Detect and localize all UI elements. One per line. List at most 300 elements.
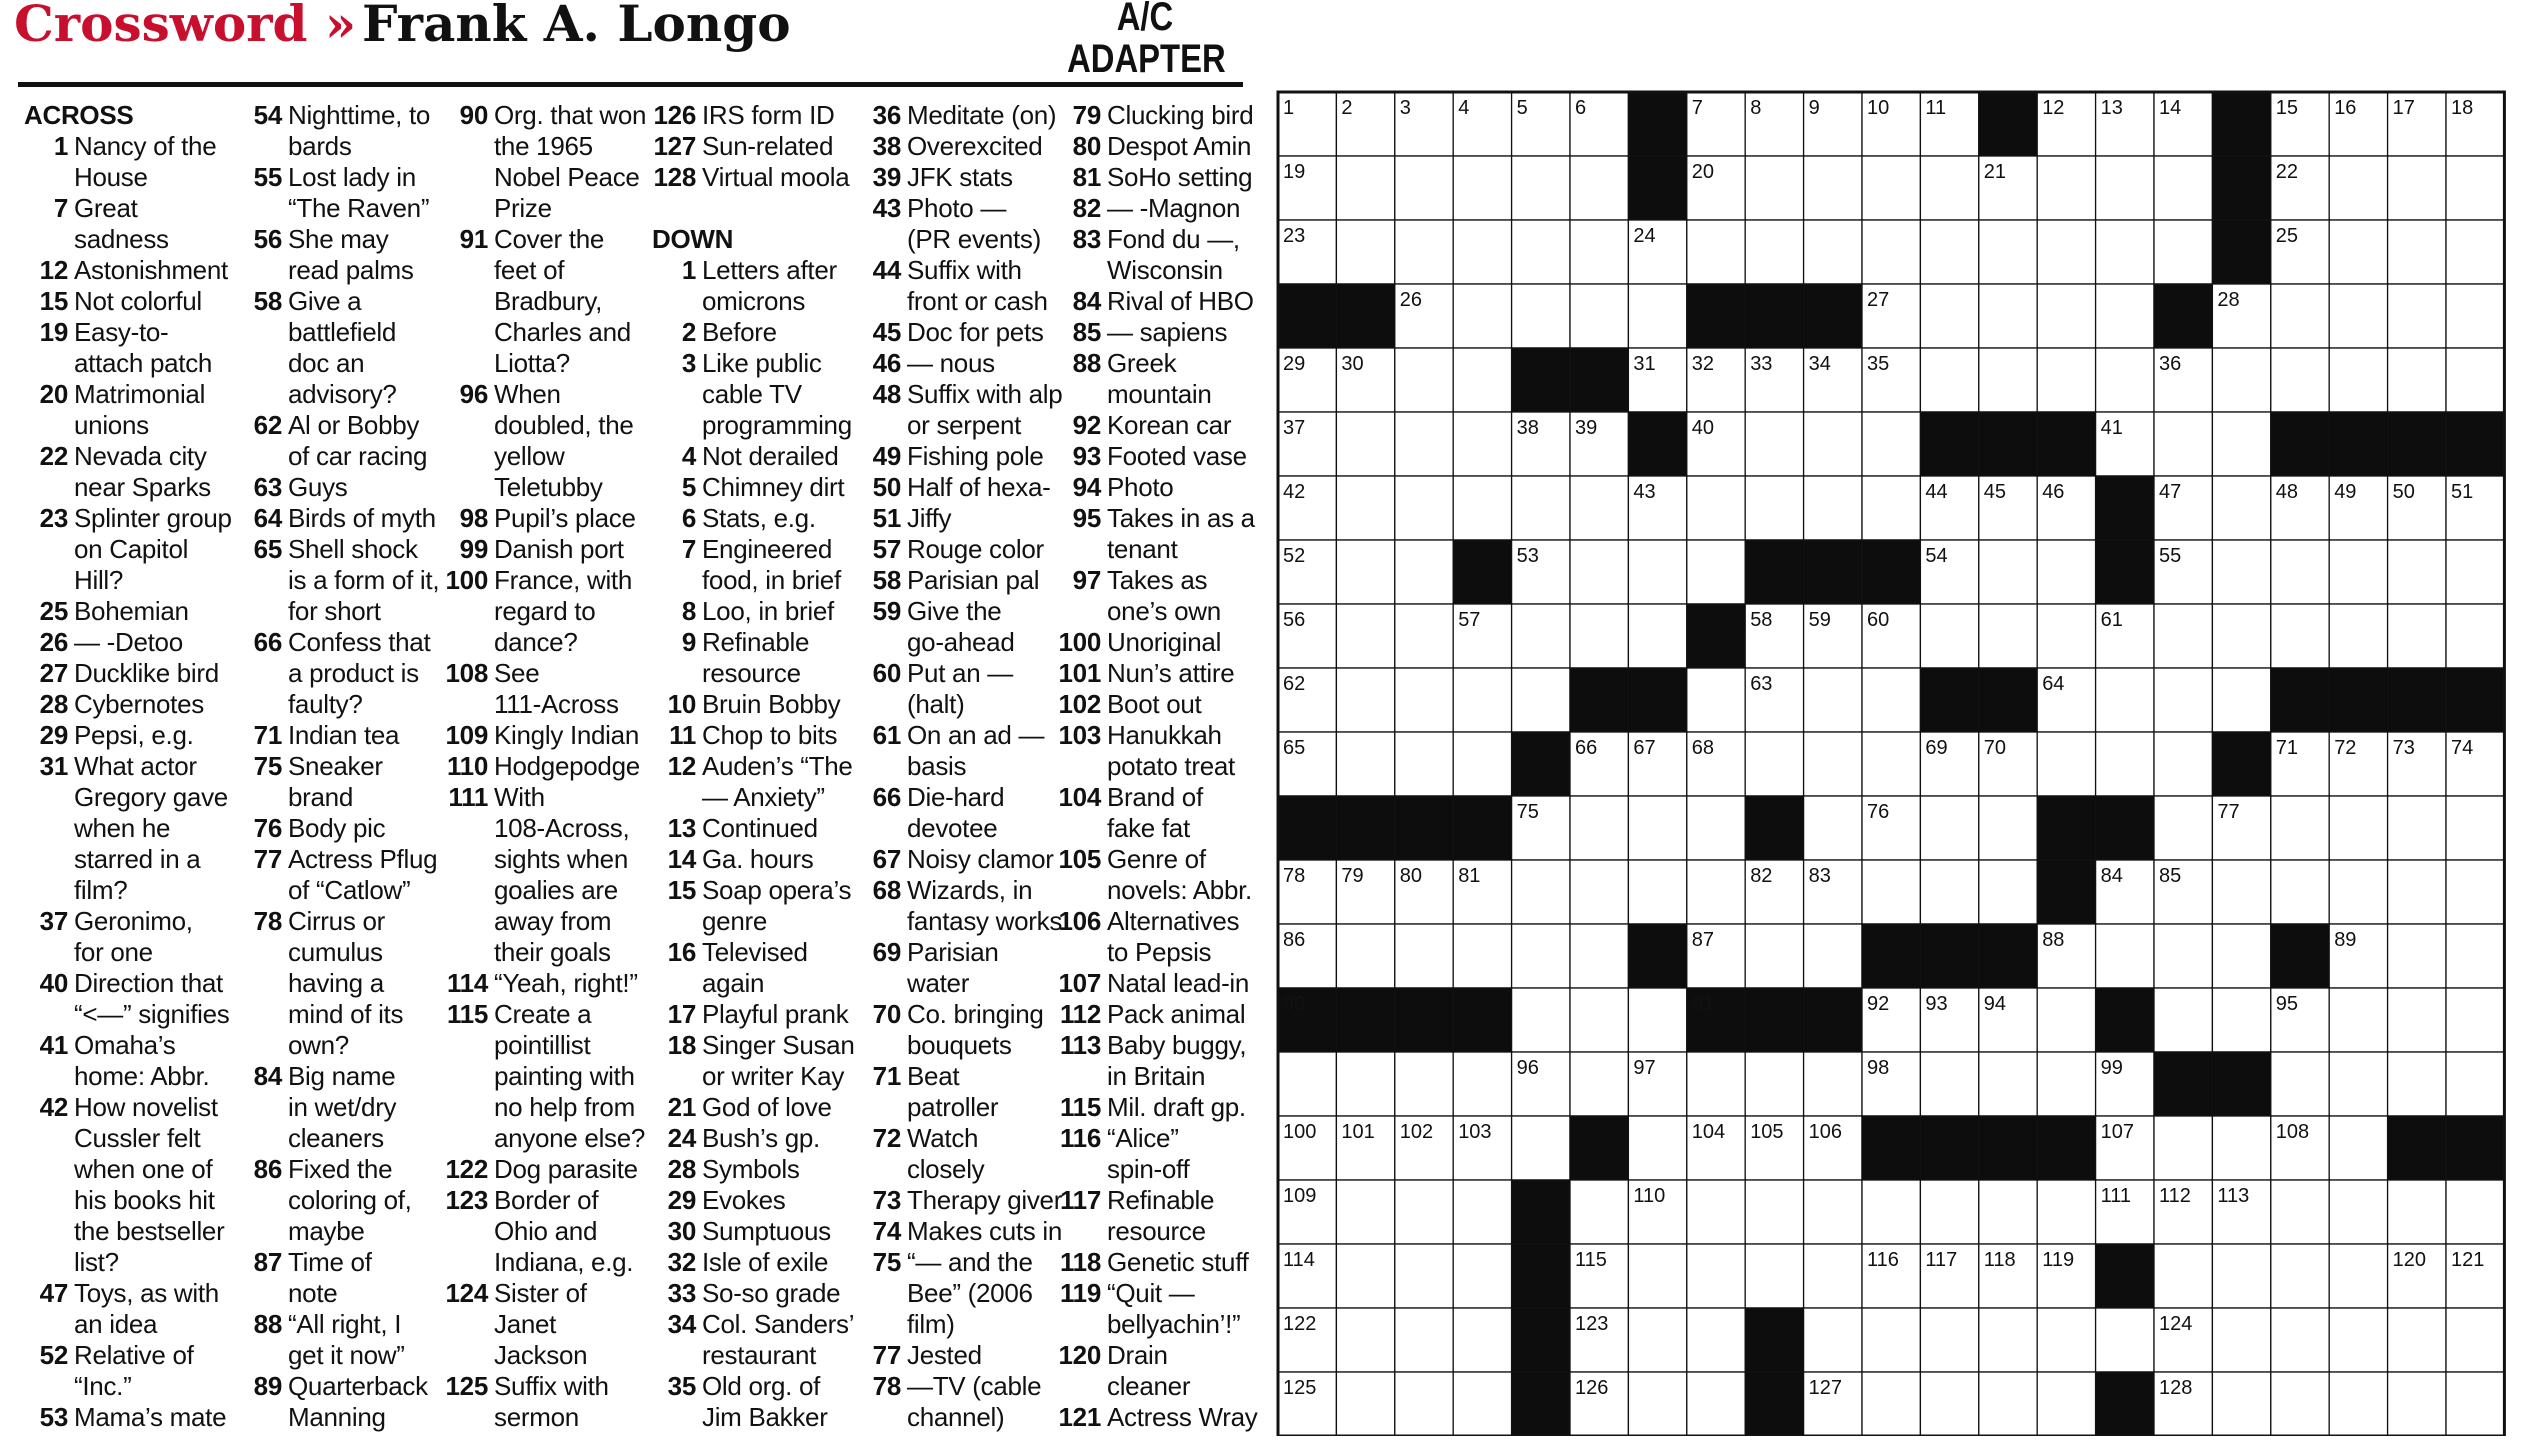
grid-cell[interactable] xyxy=(2388,796,2446,860)
grid-cell[interactable] xyxy=(1395,1244,1453,1308)
grid-cell[interactable] xyxy=(1920,156,1978,220)
clue-number: 32 xyxy=(667,1247,696,1277)
grid-cell[interactable] xyxy=(2154,412,2212,476)
black-square xyxy=(1804,284,1862,348)
grid-cell[interactable] xyxy=(2037,348,2095,412)
grid-cell[interactable] xyxy=(2154,668,2212,732)
grid-cell[interactable] xyxy=(2096,668,2154,732)
grid-cell[interactable] xyxy=(1628,988,1686,1052)
cell-number: 70 xyxy=(1983,737,2007,759)
grid-cell[interactable] xyxy=(1804,732,1862,796)
crossword-grid[interactable] xyxy=(1276,90,2524,1436)
grid-cell[interactable] xyxy=(1862,1308,1920,1372)
grid-cell[interactable] xyxy=(1979,1308,2037,1372)
grid-cell[interactable] xyxy=(2212,348,2270,412)
grid-cell[interactable] xyxy=(1979,1372,2037,1436)
grid-cell[interactable] xyxy=(2212,1116,2270,1180)
clue-number: 11 xyxy=(669,720,696,750)
clue-number: 73 xyxy=(872,1185,901,1215)
grid-cell[interactable] xyxy=(1336,732,1394,796)
grid-cell[interactable] xyxy=(1336,1244,1394,1308)
grid-cell[interactable] xyxy=(2271,1180,2329,1244)
clue-number: 54 xyxy=(253,100,282,130)
clue-item xyxy=(444,224,644,379)
grid-cell[interactable] xyxy=(2212,540,2270,604)
grid-cell[interactable] xyxy=(1395,604,1453,668)
grid-cell[interactable] xyxy=(2154,924,2212,988)
grid-cell[interactable] xyxy=(1687,220,1745,284)
clue-item xyxy=(444,720,644,751)
grid-cell[interactable] xyxy=(1745,412,1803,476)
clue-item xyxy=(1057,968,1257,999)
clue-text: Suffix with sermon xyxy=(494,1371,609,1432)
grid-cell[interactable] xyxy=(2037,988,2095,1052)
grid-cell[interactable] xyxy=(2271,284,2329,348)
grid-cell[interactable] xyxy=(1512,668,1570,732)
clue-item xyxy=(857,441,1053,472)
grid-cell[interactable] xyxy=(1453,1180,1511,1244)
grid-cell[interactable] xyxy=(1745,1052,1803,1116)
clue-number: 79 xyxy=(1072,100,1101,130)
grid-cell[interactable] xyxy=(2446,348,2504,412)
clue-text: Brand of fake fat xyxy=(1107,782,1203,843)
grid-cell[interactable] xyxy=(1570,1052,1628,1116)
grid-cell[interactable] xyxy=(1512,156,1570,220)
grid-cell[interactable] xyxy=(1570,540,1628,604)
grid-cell[interactable] xyxy=(2212,988,2270,1052)
cell-number: 42 xyxy=(1283,481,1306,503)
grid-cell[interactable] xyxy=(1453,220,1511,284)
grid-cell[interactable] xyxy=(2037,1372,2095,1436)
grid-cell[interactable] xyxy=(2388,540,2446,604)
grid-cell[interactable] xyxy=(1804,668,1862,732)
grid-cell[interactable] xyxy=(1628,796,1686,860)
grid-cell[interactable] xyxy=(1687,1372,1745,1436)
grid-cell[interactable] xyxy=(2154,220,2212,284)
cell-number: 61 xyxy=(2100,609,2123,631)
grid-cell[interactable] xyxy=(1687,1052,1745,1116)
grid-cell[interactable] xyxy=(1570,1180,1628,1244)
grid-cell[interactable] xyxy=(1804,796,1862,860)
clue-item xyxy=(1057,1123,1257,1185)
grid-cell[interactable] xyxy=(2329,1052,2387,1116)
clue-item xyxy=(652,100,852,131)
grid-cell[interactable] xyxy=(2096,1308,2154,1372)
clue-text: — sapiens xyxy=(1107,317,1228,347)
grid-cell[interactable] xyxy=(1979,220,2037,284)
clue-number: 52 xyxy=(39,1340,68,1370)
grid-cell[interactable] xyxy=(2037,284,2095,348)
grid-cell[interactable] xyxy=(1687,668,1745,732)
grid-cell[interactable] xyxy=(1804,476,1862,540)
grid-cell[interactable] xyxy=(2329,1372,2387,1436)
clue-text: Bohemian xyxy=(74,596,189,626)
grid-cell[interactable] xyxy=(2329,156,2387,220)
grid-cell[interactable] xyxy=(1745,476,1803,540)
clue-number: 37 xyxy=(39,906,68,936)
grid-cell[interactable] xyxy=(2446,284,2504,348)
grid-cell[interactable] xyxy=(1512,1116,1570,1180)
clue-number: 9 xyxy=(681,627,696,657)
grid-cell[interactable] xyxy=(2037,540,2095,604)
grid-cell[interactable] xyxy=(1628,1308,1686,1372)
grid-cell[interactable] xyxy=(1628,604,1686,668)
clue-number: 46 xyxy=(872,348,901,378)
grid-cell[interactable] xyxy=(1979,1052,2037,1116)
grid-cell[interactable] xyxy=(1395,220,1453,284)
grid-cell[interactable] xyxy=(2212,924,2270,988)
grid-cell[interactable] xyxy=(1512,860,1570,924)
grid-cell[interactable] xyxy=(1687,476,1745,540)
clue-item xyxy=(857,255,1053,317)
clue-column xyxy=(24,100,234,1433)
grid-cell[interactable] xyxy=(1687,540,1745,604)
clue-item xyxy=(1057,1092,1257,1123)
grid-cell[interactable] xyxy=(1804,412,1862,476)
grid-cell[interactable] xyxy=(2037,220,2095,284)
grid-cell[interactable] xyxy=(1687,1180,1745,1244)
grid-cell[interactable] xyxy=(2388,924,2446,988)
grid-cell[interactable] xyxy=(1453,156,1511,220)
grid-cell[interactable] xyxy=(1512,476,1570,540)
grid-cell[interactable] xyxy=(1687,796,1745,860)
grid-cell[interactable] xyxy=(1745,1180,1803,1244)
grid-cell[interactable] xyxy=(1979,284,2037,348)
clue-number: 81 xyxy=(1072,162,1101,192)
grid-cell[interactable] xyxy=(1453,668,1511,732)
clue-number: 48 xyxy=(872,379,901,409)
grid-cell[interactable] xyxy=(2388,1308,2446,1372)
grid-cell[interactable] xyxy=(1336,1308,1394,1372)
grid-cell[interactable] xyxy=(2037,156,2095,220)
grid-cell[interactable] xyxy=(2154,1116,2212,1180)
grid-cell[interactable] xyxy=(2329,1180,2387,1244)
clue-number: 7 xyxy=(53,193,68,223)
clue-text: Give a battlefield doc an advisory? xyxy=(288,286,397,409)
grid-cell[interactable] xyxy=(2329,220,2387,284)
grid-cell[interactable] xyxy=(2388,1052,2446,1116)
grid-cell[interactable] xyxy=(2388,156,2446,220)
grid-cell[interactable] xyxy=(1862,476,1920,540)
grid-cell[interactable] xyxy=(1512,604,1570,668)
grid-cell[interactable] xyxy=(2388,1372,2446,1436)
grid-cell[interactable] xyxy=(2388,860,2446,924)
grid-cell[interactable] xyxy=(1920,1308,1978,1372)
grid-cell[interactable] xyxy=(1512,988,1570,1052)
clue-text: Omaha’s home: Abbr. xyxy=(74,1030,210,1091)
black-square xyxy=(2388,1116,2446,1180)
clue-item xyxy=(652,1247,852,1278)
grid-cell[interactable] xyxy=(1395,348,1453,412)
grid-cell[interactable] xyxy=(1336,476,1394,540)
grid-cell[interactable] xyxy=(1453,924,1511,988)
clue-item xyxy=(444,968,644,999)
grid-cell[interactable] xyxy=(2388,604,2446,668)
grid-cell[interactable] xyxy=(1570,796,1628,860)
grid-cell[interactable] xyxy=(1395,1372,1453,1436)
grid-cell[interactable] xyxy=(1628,1244,1686,1308)
grid-cell[interactable] xyxy=(1570,604,1628,668)
grid-cell[interactable] xyxy=(1979,540,2037,604)
grid-cell[interactable] xyxy=(2388,220,2446,284)
grid-cell[interactable] xyxy=(2271,796,2329,860)
clue-item xyxy=(1057,410,1257,441)
grid-cell[interactable] xyxy=(1920,348,1978,412)
grid-cell[interactable] xyxy=(1453,732,1511,796)
grid-cell[interactable] xyxy=(1512,284,1570,348)
clue-text: Not colorful xyxy=(74,286,202,316)
grid-cell[interactable] xyxy=(1395,732,1453,796)
grid-cell[interactable] xyxy=(2388,284,2446,348)
clue-number: 84 xyxy=(253,1061,282,1091)
grid-cell[interactable] xyxy=(1512,924,1570,988)
grid-cell[interactable] xyxy=(2212,1308,2270,1372)
grid-cell[interactable] xyxy=(1862,668,1920,732)
grid-cell[interactable] xyxy=(1628,1372,1686,1436)
grid-cell[interactable] xyxy=(2329,1116,2387,1180)
grid-cell[interactable] xyxy=(2271,1308,2329,1372)
grid-cell[interactable] xyxy=(1336,1180,1394,1244)
grid-cell[interactable] xyxy=(2037,1308,2095,1372)
grid-cell[interactable] xyxy=(1745,220,1803,284)
clue-text: Sun-related xyxy=(702,131,834,161)
grid-cell[interactable] xyxy=(2329,796,2387,860)
grid-cell[interactable] xyxy=(1979,604,2037,668)
grid-cell[interactable] xyxy=(1336,220,1394,284)
black-square xyxy=(1570,668,1628,732)
grid-cell[interactable] xyxy=(1336,668,1394,732)
grid-cell[interactable] xyxy=(1920,1052,1978,1116)
grid-cell[interactable] xyxy=(1920,604,1978,668)
grid-cell[interactable] xyxy=(2271,604,2329,668)
grid-cell[interactable] xyxy=(2212,412,2270,476)
grid-cell[interactable] xyxy=(2154,604,2212,668)
grid-cell[interactable] xyxy=(1862,412,1920,476)
grid-cell[interactable] xyxy=(1570,924,1628,988)
grid-cell[interactable] xyxy=(1804,924,1862,988)
grid-cell[interactable] xyxy=(2271,1372,2329,1436)
grid-cell[interactable] xyxy=(1570,284,1628,348)
grid-cell[interactable] xyxy=(2212,860,2270,924)
clue-item xyxy=(238,534,438,627)
grid-cell[interactable] xyxy=(1979,860,2037,924)
grid-cell[interactable] xyxy=(2329,604,2387,668)
grid-cell[interactable] xyxy=(1745,732,1803,796)
grid-cell[interactable] xyxy=(1628,1116,1686,1180)
grid-cell[interactable] xyxy=(1979,1180,2037,1244)
grid-cell[interactable] xyxy=(2329,540,2387,604)
grid-cell[interactable] xyxy=(2446,156,2504,220)
grid-cell[interactable] xyxy=(2154,796,2212,860)
grid-cell[interactable] xyxy=(1453,1052,1511,1116)
grid-cell[interactable] xyxy=(1336,1372,1394,1436)
grid-cell[interactable] xyxy=(2096,284,2154,348)
grid-cell[interactable] xyxy=(1395,540,1453,604)
grid-cell[interactable] xyxy=(1395,156,1453,220)
black-square xyxy=(1336,988,1394,1052)
grid-cell[interactable] xyxy=(2212,476,2270,540)
clue-item xyxy=(238,1154,438,1247)
grid-cell[interactable] xyxy=(2037,1052,2095,1116)
clue-text: Jested xyxy=(907,1340,982,1370)
clue-text: Wizards, in fantasy works xyxy=(907,875,1063,936)
grid-cell[interactable] xyxy=(2154,988,2212,1052)
grid-cell[interactable] xyxy=(2446,1180,2504,1244)
spacer xyxy=(652,193,852,224)
grid-cell[interactable] xyxy=(1395,1052,1453,1116)
grid-cell[interactable] xyxy=(1395,668,1453,732)
grid-cell[interactable] xyxy=(2154,156,2212,220)
grid-cell[interactable] xyxy=(1570,476,1628,540)
grid-cell[interactable] xyxy=(1804,1308,1862,1372)
grid-cell[interactable] xyxy=(1395,476,1453,540)
grid-cell[interactable] xyxy=(1336,156,1394,220)
grid-cell[interactable] xyxy=(1453,1308,1511,1372)
grid-cell[interactable] xyxy=(1920,860,1978,924)
grid-cell[interactable] xyxy=(1395,1308,1453,1372)
black-square xyxy=(1395,988,1453,1052)
grid-cell[interactable] xyxy=(2446,1308,2504,1372)
grid-cell[interactable] xyxy=(1570,156,1628,220)
grid-cell[interactable] xyxy=(2446,924,2504,988)
grid-cell[interactable] xyxy=(2271,1052,2329,1116)
grid-cell[interactable] xyxy=(1453,348,1511,412)
grid-cell[interactable] xyxy=(2329,860,2387,924)
grid-cell[interactable] xyxy=(1395,924,1453,988)
grid-cell[interactable] xyxy=(2446,1052,2504,1116)
grid-cell[interactable] xyxy=(2096,924,2154,988)
grid-cell[interactable] xyxy=(1862,1180,1920,1244)
grid-cell[interactable] xyxy=(2096,732,2154,796)
grid-cell[interactable] xyxy=(1804,1244,1862,1308)
grid-cell[interactable] xyxy=(1920,284,1978,348)
grid-cell[interactable] xyxy=(1920,796,1978,860)
grid-cell[interactable] xyxy=(1862,220,1920,284)
grid-cell[interactable] xyxy=(1862,860,1920,924)
grid-cell[interactable] xyxy=(2271,1244,2329,1308)
grid-cell[interactable] xyxy=(1687,1244,1745,1308)
clue-item xyxy=(238,100,438,162)
grid-cell[interactable] xyxy=(2096,156,2154,220)
grid-cell[interactable] xyxy=(1745,156,1803,220)
grid-cell[interactable] xyxy=(2329,1308,2387,1372)
grid-cell[interactable] xyxy=(1570,220,1628,284)
clue-text: Col. Sanders’ restaurant xyxy=(702,1309,855,1370)
grid-cell[interactable] xyxy=(2037,732,2095,796)
clue-text: Takes as one’s own xyxy=(1107,565,1221,626)
clue-text: Unoriginal xyxy=(1107,627,1222,657)
grid-cell[interactable] xyxy=(2154,732,2212,796)
grid-cell[interactable] xyxy=(2096,348,2154,412)
clue-text: Actress Wray xyxy=(1107,1402,1258,1432)
grid-cell[interactable] xyxy=(1453,1244,1511,1308)
grid-cell[interactable] xyxy=(2446,796,2504,860)
grid-cell[interactable] xyxy=(1862,732,1920,796)
grid-cell[interactable] xyxy=(1979,796,2037,860)
grid-cell[interactable] xyxy=(2446,220,2504,284)
grid-cell[interactable] xyxy=(1979,348,2037,412)
grid-cell[interactable] xyxy=(2212,1244,2270,1308)
clue-item xyxy=(857,503,1053,534)
grid-cell[interactable] xyxy=(1862,156,1920,220)
grid-cell[interactable] xyxy=(2212,604,2270,668)
clue-item xyxy=(24,379,234,441)
grid-cell[interactable] xyxy=(1336,540,1394,604)
grid-cell[interactable] xyxy=(1453,1372,1511,1436)
grid-cell[interactable] xyxy=(1628,860,1686,924)
grid-cell[interactable] xyxy=(1687,1308,1745,1372)
grid-cell[interactable] xyxy=(2154,1244,2212,1308)
grid-cell[interactable] xyxy=(2329,1244,2387,1308)
clue-text: Pepsi, e.g. xyxy=(74,720,194,750)
grid-cell[interactable] xyxy=(1336,412,1394,476)
grid-cell[interactable] xyxy=(1336,604,1394,668)
grid-cell[interactable] xyxy=(1453,412,1511,476)
grid-cell[interactable] xyxy=(1336,1052,1394,1116)
grid-cell[interactable] xyxy=(2388,348,2446,412)
grid-cell[interactable] xyxy=(2388,988,2446,1052)
grid-cell[interactable] xyxy=(1920,1180,1978,1244)
grid-cell[interactable] xyxy=(2329,284,2387,348)
grid-cell[interactable] xyxy=(2037,604,2095,668)
grid-cell[interactable] xyxy=(1395,412,1453,476)
grid-cell[interactable] xyxy=(1628,284,1686,348)
grid-cell[interactable] xyxy=(2212,1372,2270,1436)
grid-cell[interactable] xyxy=(1570,988,1628,1052)
grid-cell[interactable] xyxy=(1804,1180,1862,1244)
grid-cell[interactable] xyxy=(1512,220,1570,284)
grid-cell[interactable] xyxy=(1804,1052,1862,1116)
cell-number: 52 xyxy=(1283,545,1306,567)
grid-cell[interactable] xyxy=(1395,1180,1453,1244)
grid-cell[interactable] xyxy=(1920,1372,1978,1436)
grid-cell[interactable] xyxy=(2446,540,2504,604)
grid-cell[interactable] xyxy=(2212,668,2270,732)
clue-number: 127 xyxy=(653,131,696,161)
clue-item xyxy=(238,410,438,472)
grid-cell[interactable] xyxy=(1804,220,1862,284)
grid-cell[interactable] xyxy=(2329,348,2387,412)
grid-cell[interactable] xyxy=(1745,1244,1803,1308)
grid-cell[interactable] xyxy=(1453,284,1511,348)
grid-cell[interactable] xyxy=(1628,540,1686,604)
grid-cell[interactable] xyxy=(1804,156,1862,220)
grid-cell[interactable] xyxy=(1570,860,1628,924)
grid-cell[interactable] xyxy=(1920,220,1978,284)
grid-cell[interactable] xyxy=(2271,540,2329,604)
grid-cell[interactable] xyxy=(2271,348,2329,412)
grid-cell[interactable] xyxy=(2388,1180,2446,1244)
grid-cell[interactable] xyxy=(2446,604,2504,668)
grid-cell[interactable] xyxy=(2446,988,2504,1052)
grid-cell[interactable] xyxy=(1687,860,1745,924)
grid-cell[interactable] xyxy=(1453,476,1511,540)
grid-cell[interactable] xyxy=(2446,860,2504,924)
grid-cell[interactable] xyxy=(1862,1372,1920,1436)
cell-number: 49 xyxy=(2334,481,2357,503)
grid-cell[interactable] xyxy=(2446,1372,2504,1436)
grid-cell[interactable] xyxy=(2037,1180,2095,1244)
grid-cell[interactable] xyxy=(1745,924,1803,988)
grid-cell[interactable] xyxy=(2271,860,2329,924)
grid-cell[interactable] xyxy=(1278,1052,1336,1116)
grid-cell[interactable] xyxy=(2329,988,2387,1052)
grid-cell[interactable] xyxy=(2096,220,2154,284)
grid-cell[interactable] xyxy=(1336,924,1394,988)
clue-item xyxy=(652,1309,855,1371)
clue-item xyxy=(652,255,852,317)
clue-number: 77 xyxy=(872,1340,901,1370)
